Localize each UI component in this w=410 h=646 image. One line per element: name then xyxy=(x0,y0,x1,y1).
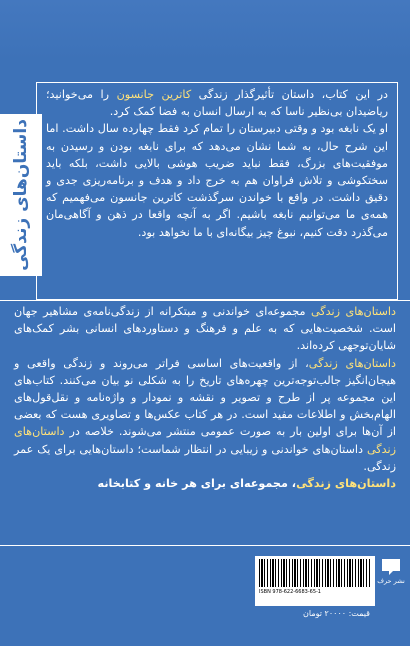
publisher-name: نشر حرف xyxy=(377,577,405,585)
series-title: داستان‌های زندگی xyxy=(11,119,32,271)
intro-text xyxy=(46,86,388,241)
intro-paragraph-1 xyxy=(46,86,388,120)
series-name: داستان‌های زندگی xyxy=(308,356,396,370)
series-text-part: ، از واقعیت‌های اساسی فراتر می‌روند و زندگی واقعی و هیجان‌انگیز جالب‌توجه‌ترین چهره‌های تاریخ را به شکلی نو بیان می‌کنند. کتاب‌های این مجموعه پر از طرح و تصویر و نقشه و نمودار و واژه‌نامه و نقل‌قول‌های الهام‌بخش و اطلاعات مفید است. در هر کتاب عکس‌ها و تصاویری هست که بعضی از آن‌ها برای اولین بار به صورت عمومی منتشر می‌شوند. خلاصه در xyxy=(14,356,396,439)
intro-text-part: را می‌خوانید؛ ریاضیدان بی‌نظیر ناسا که به ارسال انسان به فضا کمک کرد. xyxy=(46,88,388,119)
series-name: داستان‌های زندگی xyxy=(310,305,396,318)
subject-name: کاترین جانسون xyxy=(116,88,192,101)
isbn-number: ISBN 978-622-6683-65-1 xyxy=(259,589,321,595)
series-text-part: مجموعه‌ای خواندنی و مبتکرانه از زندگی‌نامه‌ی مشاهیر جهان است. شخصیت‌هایی که به علم و فرهنگ و دستاوردهای انسانی بشر کمک‌های شایان‌توجهی کرده‌اند. xyxy=(14,305,396,353)
series-tagline xyxy=(14,475,396,492)
series-text-part: ، مجموعه‌ای برای هر خانه و کتابخانه xyxy=(97,477,297,491)
series-text-part: داستان‌های خواندنی و زیبایی در انتظار شماست؛ داستان‌هایی برای یک عمر زندگی. xyxy=(14,442,396,473)
series-name: داستان‌های زندگی xyxy=(14,425,396,456)
series-paragraph-1 xyxy=(14,303,396,355)
series-paragraph-2 xyxy=(14,355,396,475)
intro-text-part: در این کتاب، داستان تأثیرگذار زندگی xyxy=(191,88,388,101)
spine-label xyxy=(0,114,42,276)
series-name: داستان‌های زندگی xyxy=(296,477,396,491)
price-label: قیمت: ۲۰۰۰۰ تومان xyxy=(303,609,370,618)
series-text xyxy=(14,303,396,492)
publisher-logo-icon xyxy=(380,556,402,576)
cover-top-strip xyxy=(0,0,410,60)
publisher-logo xyxy=(378,556,404,590)
barcode xyxy=(255,556,375,606)
barcode-bars xyxy=(259,559,371,587)
intro-paragraph-2: او یک نابغه بود و وقتی دبیرستان را تمام کرد فقط چهارده سال داشت. اما این شرح حال، به شما نشان می‌دهد که برای نابغه بودن و رسیدن به موفقیت‌های بزرگ، فقط نباید ضریب هوشی بالایی داشت، بلکه باید سختکوشی و تلاش فراوان هم به خرج داد و هدف و برنامه‌ریزی جدی و دقیق داشت. در واقع با خواندن سرگذشت کاترین جانسون می‌فهمیم که همه‌ی ما می‌توانیم نابغه باشیم. اگر به آنچه واقعا در ذهن و آگاهی‌مان می‌گذرد دقت کنیم، نبوغ چیز بیگانه‌ای با ما نخواهد بود. xyxy=(46,122,388,239)
